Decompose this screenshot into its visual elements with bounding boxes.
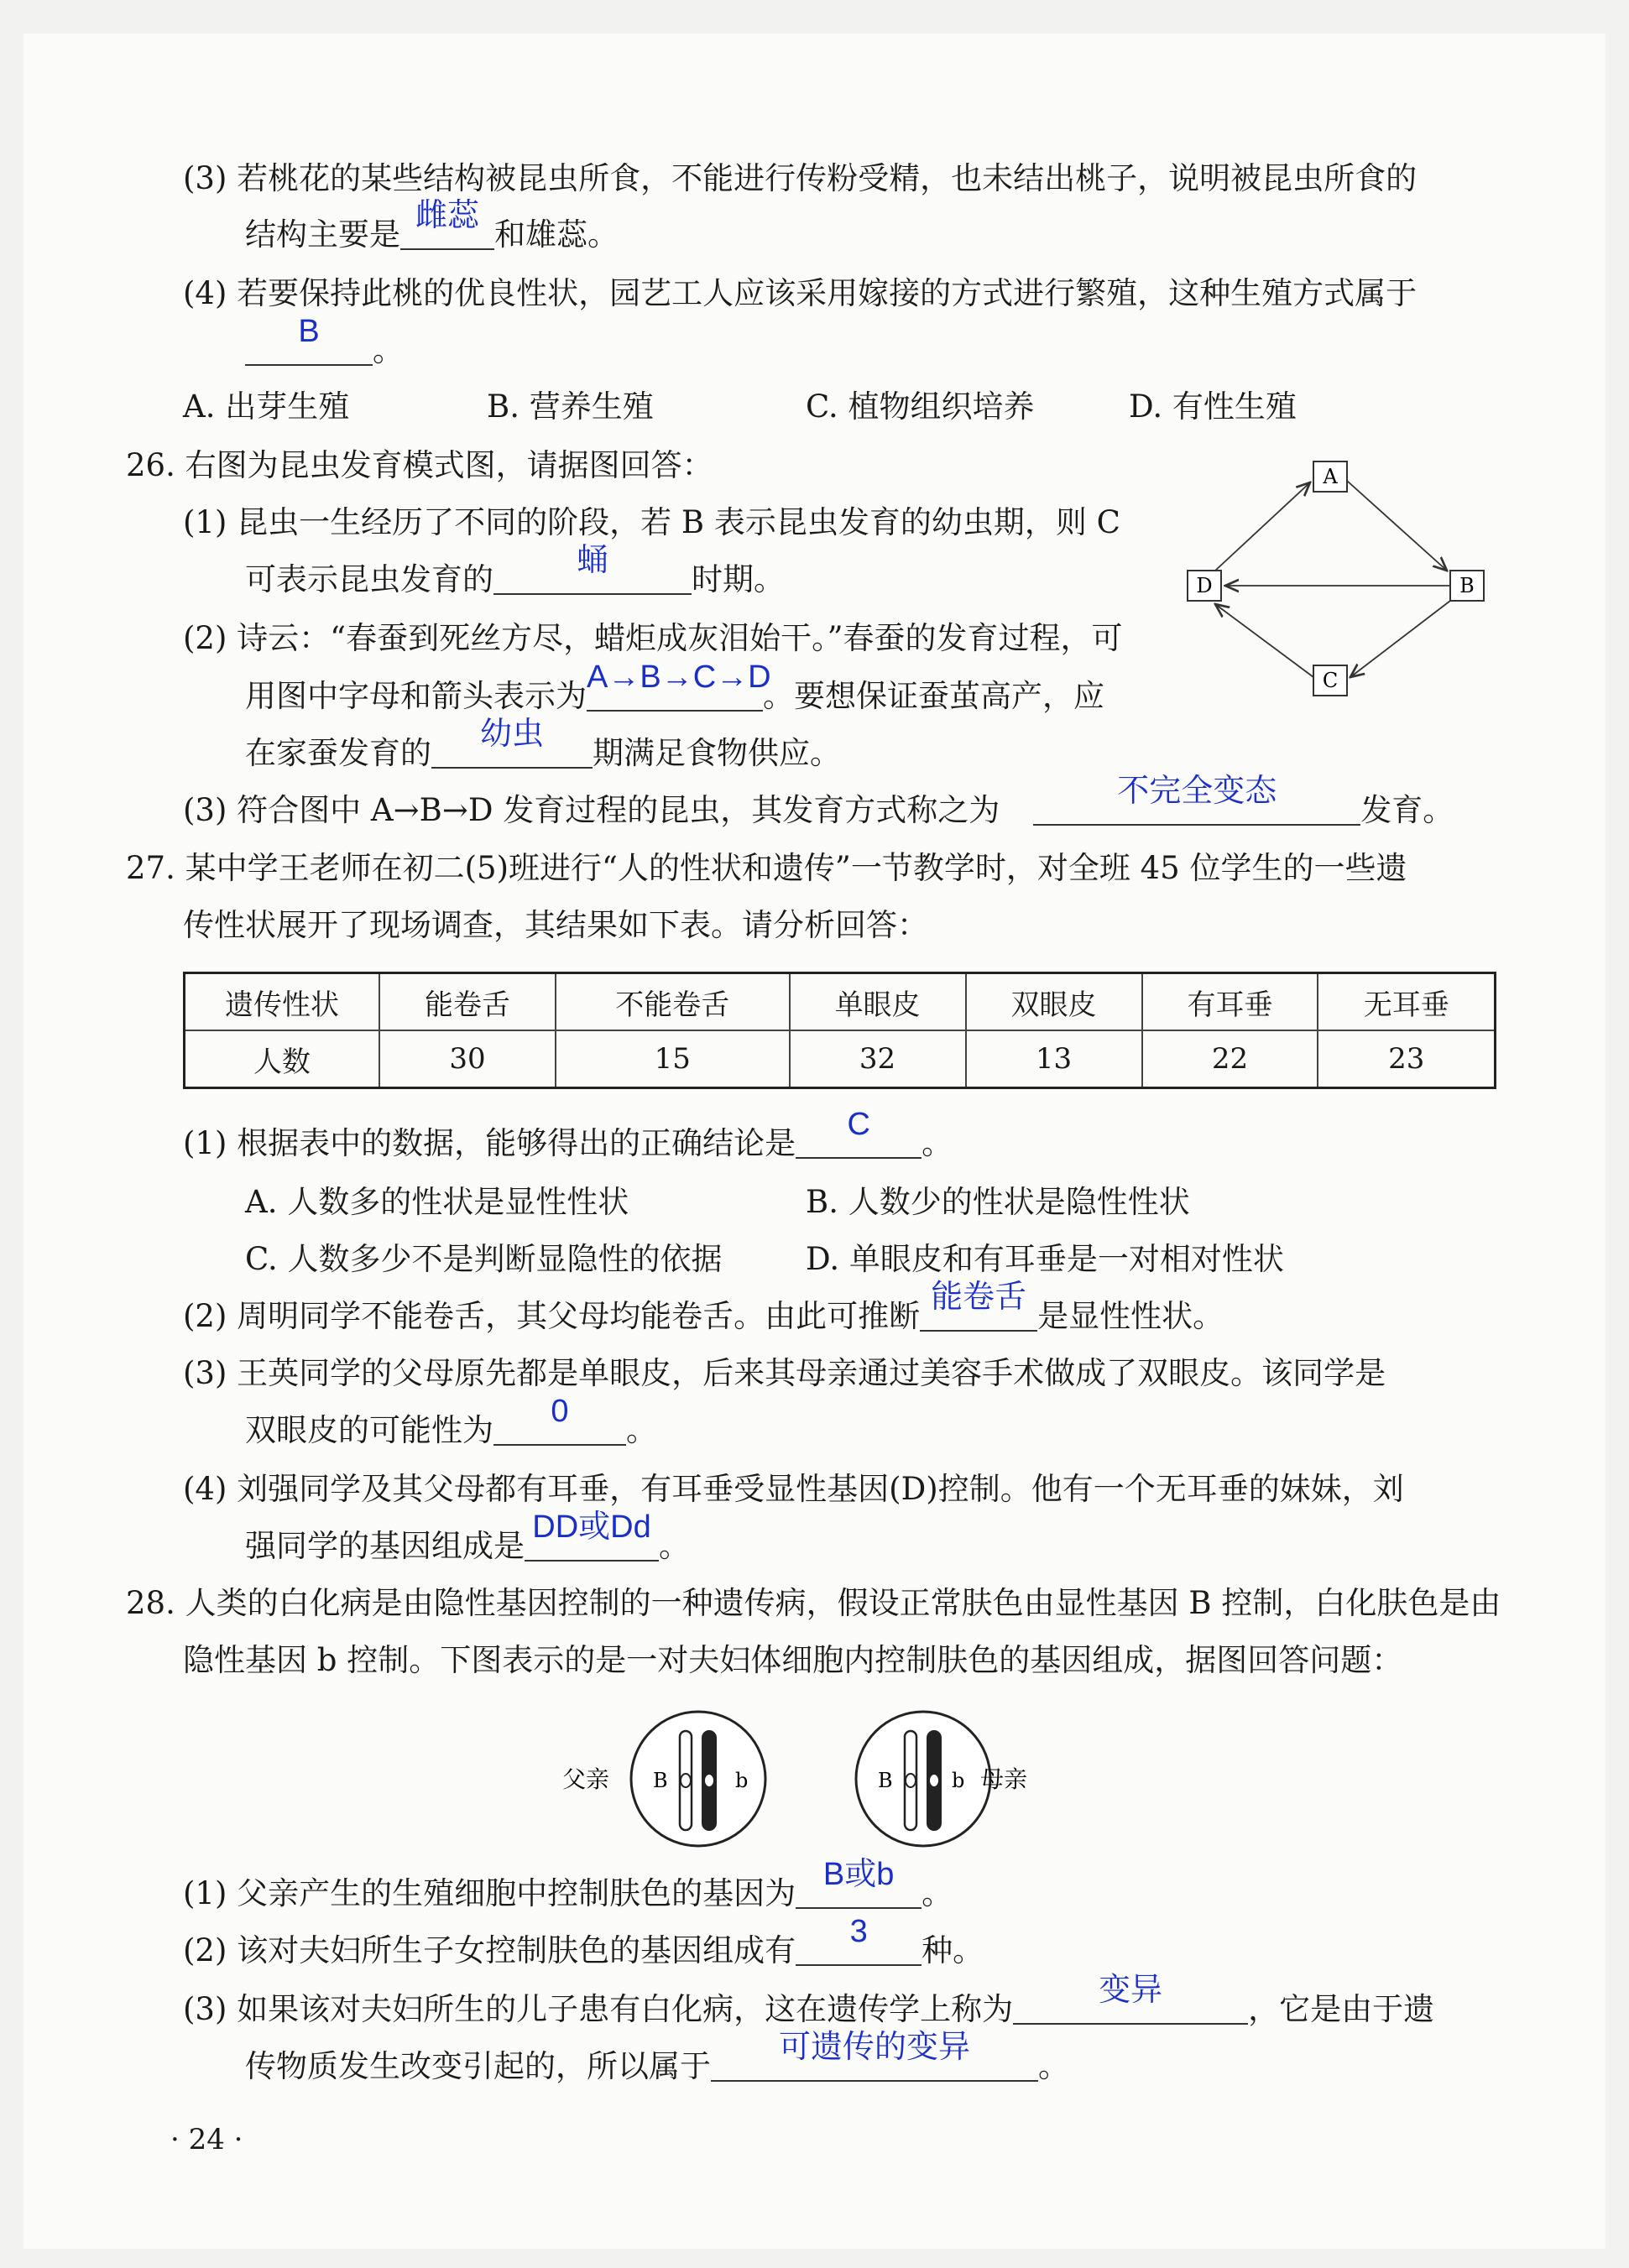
q27-part1-line: (1) 根据表中的数据，能够得出的正确结论是 C 。 [183, 1123, 953, 1165]
q26-part2-line3: 在家蚕发育的 幼虫 期满足食物供应。 [245, 733, 841, 774]
mother-label: 母亲 [980, 1765, 1028, 1793]
q27-option-c: C. 人数多少不是判断显隐性的依据 [245, 1241, 723, 1277]
q26-part2-line2: 用图中字母和箭头表示为 A→B→C→D 。要想保证蚕茧高产，应 [245, 675, 1104, 717]
q27-part2-answer: 能卷舌 [931, 1280, 1027, 1315]
centromere-3 [906, 1774, 916, 1787]
table-cell: 23 [1318, 1030, 1495, 1088]
q28-stem-line2: 隐性基因 b 控制。下图表示的是一对夫妇体细胞内控制肤色的基因组成，据图回答问题： [183, 1642, 1403, 1678]
q27-part4-blank[interactable] [525, 1509, 659, 1562]
q27-part3-line2: 双眼皮的可能性为 0 。 [245, 1410, 657, 1452]
mother-cell [856, 1712, 990, 1846]
centromere-1 [681, 1774, 691, 1787]
q26-part1-line2: 可表示昆虫发育的 蛹 时期。 [245, 559, 785, 601]
q27-stem-line2: 传性状展开了现场调查，其结果如下表。请分析回答： [183, 907, 928, 943]
q28-part1-answer: B或b [822, 1857, 895, 1892]
centromere-4 [929, 1774, 939, 1787]
q28-part1-blank[interactable] [796, 1857, 922, 1909]
q25-option-b: B. 营养生殖 [487, 388, 654, 425]
q26-part2-answer2: 幼虫 [479, 717, 544, 752]
table-header-cell: 不能卷舌 [556, 973, 790, 1031]
q27-stem-line1: 27. 某中学王老师在初二(5)班进行“人的性状和遗传”一节教学时，对全班 45 位学生的一些遗 [126, 850, 1407, 886]
q28-stem-line1: 28. 人类的白化病是由隐性基因控制的一种遗传病，假设正常肤色由显性基因 B 控制，白化肤色是由 [126, 1585, 1501, 1621]
q27-part2-line: (2) 周明同学不能卷舌，其父母均能卷舌。由此可推断 能卷舌 是显性性状。 [183, 1296, 1224, 1337]
q28-part3-answer: 变异 [1099, 1973, 1163, 2008]
q27-option-a: A. 人数多的性状是显性性状 [245, 1184, 629, 1220]
mother-gene-dominant: B [878, 1769, 893, 1792]
q27-part3-answer: 0 [551, 1394, 569, 1429]
q26-part2-line1: (2) 诗云：“春蚕到死丝方尽，蜡炬成灰泪始干。”春蚕的发育过程，可 [183, 620, 1123, 656]
q27-part2-blank[interactable] [920, 1280, 1037, 1332]
insect-development-diagram [1183, 457, 1494, 709]
centromere-2 [704, 1774, 714, 1787]
q25-part4-line1: (4) 若要保持此桃的优良性状，园艺工人应该采用嫁接的方式进行繁殖，这种生殖方式属于 [183, 275, 1418, 311]
q25-option-d: D. 有性生殖 [1129, 388, 1297, 425]
table-cell: 13 [966, 1030, 1142, 1088]
q26-part2-answer: A→B→C→D [587, 660, 771, 695]
q27-part1-answer: C [847, 1107, 870, 1142]
mother-gene-recessive: b [952, 1769, 965, 1792]
table-row [185, 1030, 1496, 1088]
table-header-cell: 能卷舌 [379, 973, 556, 1031]
q25-part3-answer: 雌蕊 [415, 198, 479, 233]
q27-part4-line2: 强同学的基因组成是 DD或Dd 。 [245, 1525, 690, 1567]
table-cell: 15 [556, 1030, 790, 1088]
father-gene-dominant: B [653, 1769, 668, 1792]
q26-part1-answer: 蛹 [576, 543, 608, 578]
table-cell: 30 [379, 1030, 556, 1088]
trait-survey-table [183, 972, 1496, 1089]
q27-part1-blank[interactable] [796, 1107, 922, 1159]
q25-part4-line2: B 。 [245, 330, 404, 372]
node-d-label: D [1196, 574, 1213, 597]
q26-part3-line: (3) 符合图中 A→B→D 发育过程的昆虫，其发育方式称之为 不完全变态 发育。 [183, 790, 1454, 832]
q25-part3-line1: (3) 若桃花的某些结构被昆虫所食，不能进行传粉受精，也未结出桃子，说明被昆虫所食的 [183, 160, 1418, 196]
q26-part3-answer: 不完全变态 [1117, 774, 1277, 809]
q28-part3-blank[interactable] [1013, 1973, 1248, 2025]
father-gene-recessive: b [735, 1769, 749, 1792]
q28-part1-line: (1) 父亲产生的生殖细胞中控制肤色的基因为 B或b 。 [183, 1873, 953, 1915]
q25-part4-blank[interactable] [245, 314, 373, 366]
table-header-cell: 遗传性状 [185, 973, 380, 1031]
node-b-label: B [1459, 574, 1475, 597]
table-cell: 32 [790, 1030, 966, 1088]
q27-part3-line1: (3) 王英同学的父母原先都是单眼皮，后来其母亲通过美容手术做成了双眼皮。该同学是 [183, 1355, 1386, 1391]
arrow-b-to-c [1350, 601, 1450, 677]
q25-part3-blank[interactable] [400, 198, 494, 250]
table-header-row [185, 973, 1496, 1031]
table-header-cell: 无耳垂 [1318, 973, 1495, 1031]
q25-option-c: C. 植物组织培养 [806, 388, 1035, 425]
q27-option-d: D. 单眼皮和有耳垂是一对相对性状 [806, 1241, 1284, 1277]
table-cell: 22 [1142, 1030, 1318, 1088]
q25-option-a: A. 出芽生殖 [183, 388, 350, 425]
node-a-label: A [1323, 465, 1338, 488]
q28-part2-blank[interactable] [796, 1914, 922, 1966]
q27-part4-answer: DD或Dd [532, 1509, 651, 1545]
q25-part3-line2: 结构主要是 雌蕊 和雄蕊。 [245, 214, 619, 256]
q26-part1-blank[interactable] [493, 543, 692, 595]
q25-part4-answer: B [298, 314, 320, 349]
parents-gene-diagram [562, 1699, 1066, 1859]
arrow-c-to-d [1215, 604, 1313, 677]
table-header-cell: 双眼皮 [966, 973, 1142, 1031]
q26-stem: 26. 右图为昆虫发育模式图，请据图回答： [126, 447, 713, 483]
q28-part3-answer2: 可遗传的变异 [778, 2030, 970, 2065]
page-number: · 24 · [170, 2123, 243, 2156]
q26-part3-blank[interactable] [1033, 774, 1360, 826]
q28-part3-line1: (3) 如果该对夫妇所生的儿子患有白化病，这在遗传学上称为 变异 ，它是由于遗 [183, 1989, 1434, 2031]
table-header-cell: 单眼皮 [790, 973, 966, 1031]
q27-part4-line1: (4) 刘强同学及其父母都有耳垂，有耳垂受显性基因(D)控制。他有一个无耳垂的妹妹，刘 [183, 1471, 1404, 1507]
table-cell: 人数 [185, 1030, 380, 1088]
q28-part2-line: (2) 该对夫妇所生子女控制肤色的基因组成有 3 种。 [183, 1930, 984, 1972]
arrow-d-to-a [1215, 482, 1310, 571]
q28-part3-blank2[interactable] [711, 2030, 1038, 2082]
q28-part2-answer: 3 [849, 1914, 868, 1949]
arrow-a-to-b [1347, 481, 1447, 571]
node-c-label: C [1322, 669, 1339, 692]
q28-part3-line2: 传物质发生改变引起的，所以属于 可遗传的变异 。 [245, 2046, 1069, 2088]
table-header-cell: 有耳垂 [1142, 973, 1318, 1031]
q26-part2-blank[interactable] [587, 660, 771, 712]
father-label: 父亲 [562, 1765, 610, 1793]
q26-part1-line1: (1) 昆虫一生经历了不同的阶段，若 B 表示昆虫发育的幼虫期，则 C [183, 504, 1120, 540]
q27-option-b: B. 人数少的性状是隐性性状 [806, 1184, 1190, 1220]
q26-part2-blank2[interactable] [431, 717, 593, 769]
q27-part3-blank[interactable] [493, 1394, 626, 1446]
